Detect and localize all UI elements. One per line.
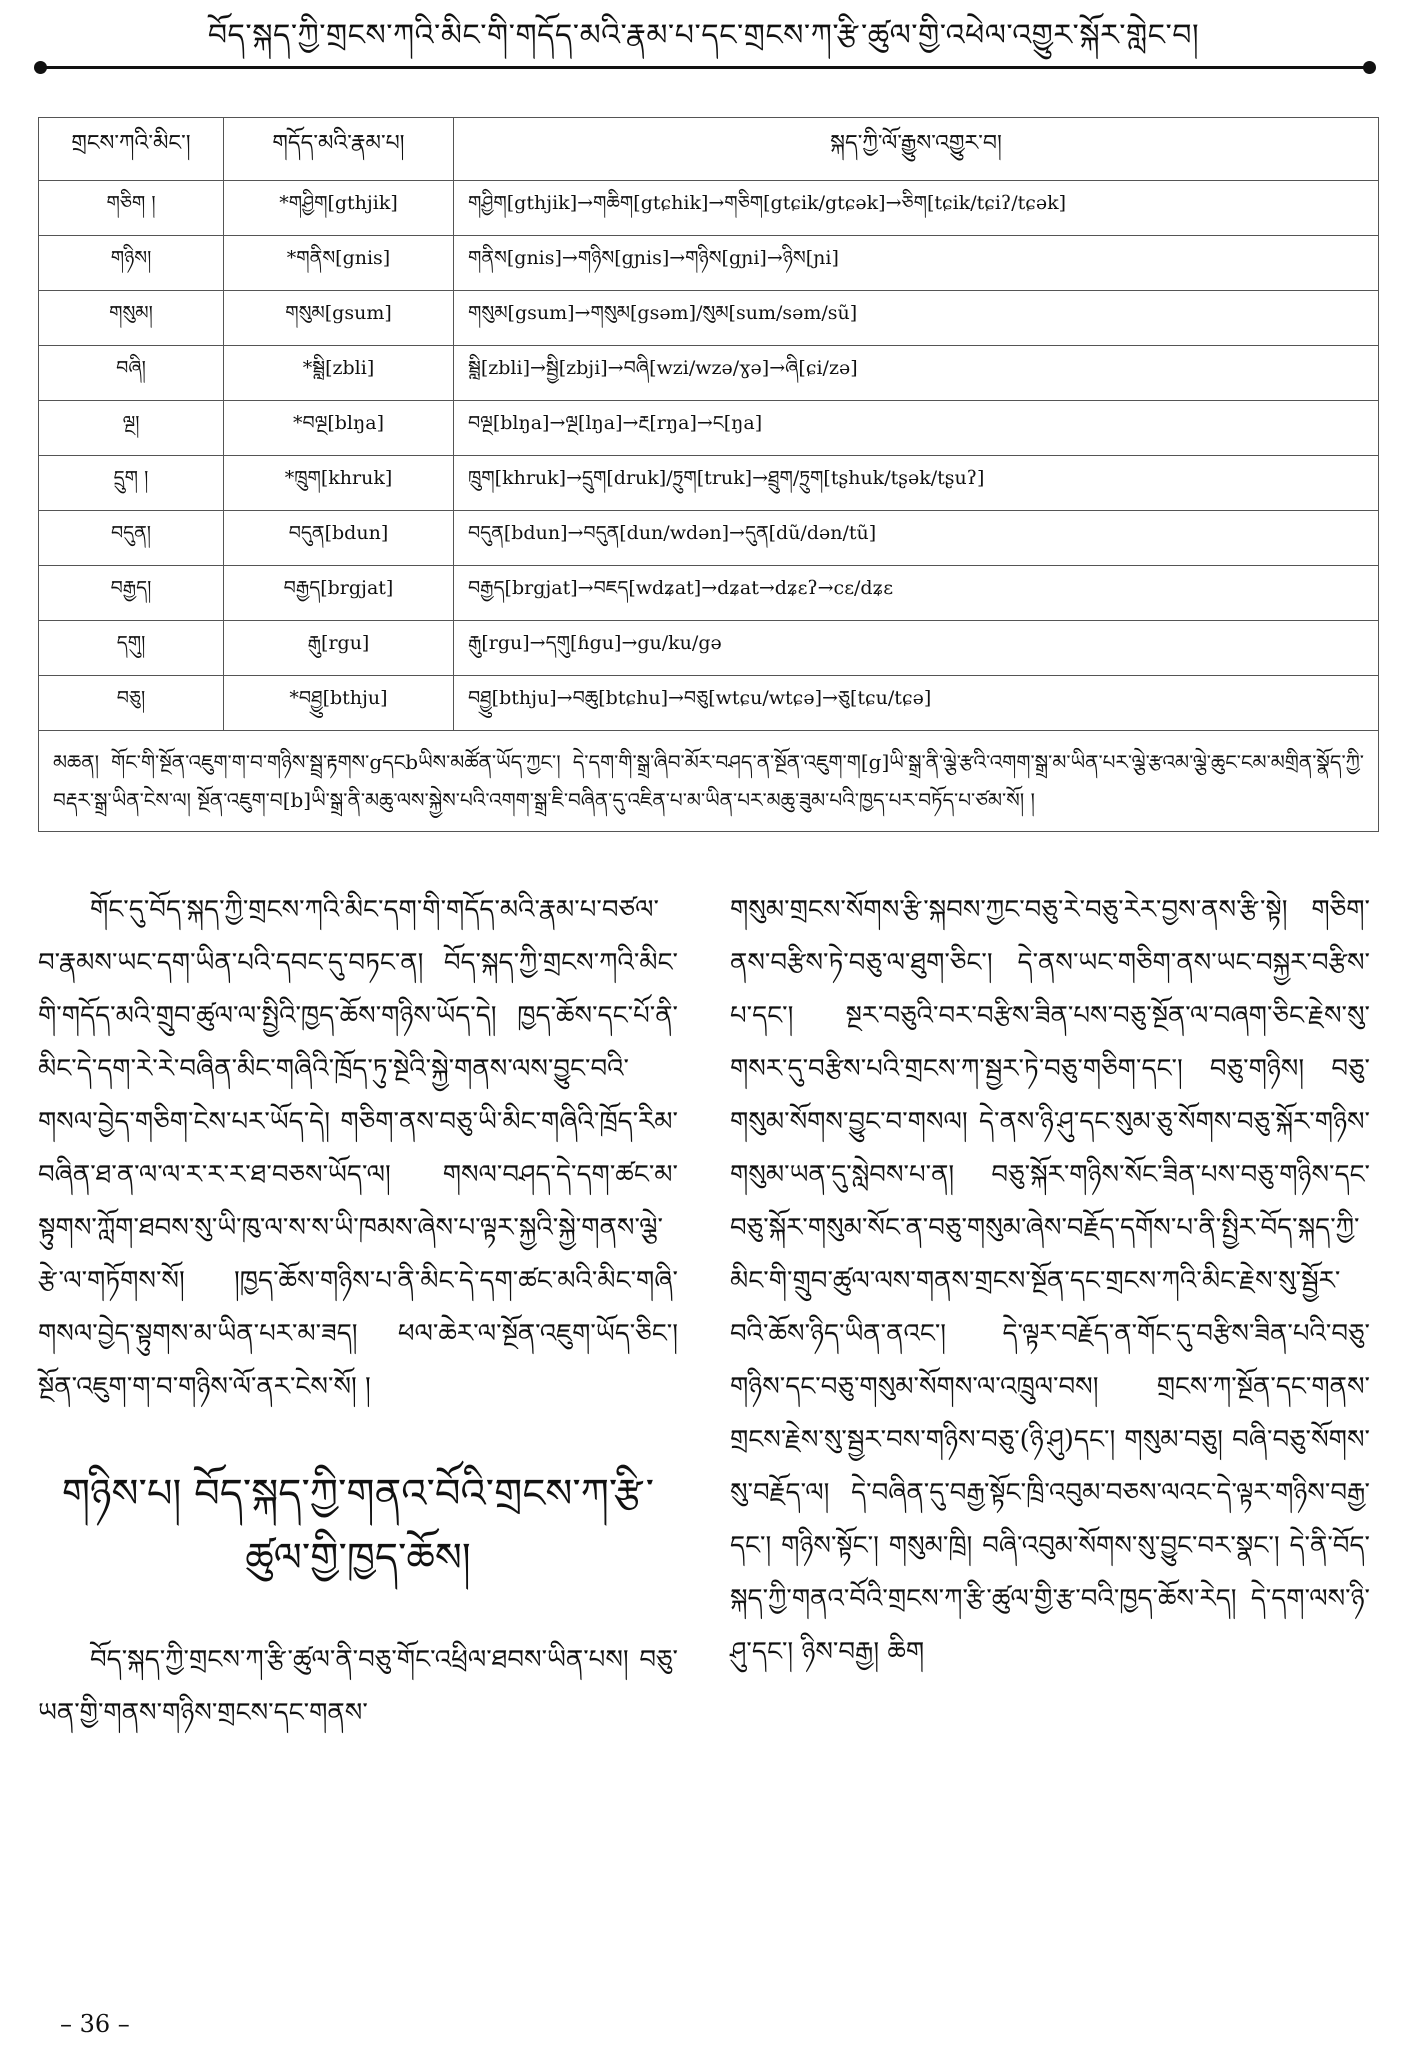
col-header-historical-change: སྐད་ཀྱི་ལོ་རྒྱུས་འགྱུར་བ། — [454, 118, 1379, 181]
table-cell: རྒུ[rgu]→དགུ[ɦgu]→gu/ku/gə — [454, 621, 1379, 676]
table-cell: བལྔ[blŋa]→ལྔ[lŋa]→རྔ[rŋa]→ང[ŋa] — [454, 401, 1379, 456]
table-cell: བཞི། — [39, 346, 224, 401]
table-row — [39, 676, 1379, 731]
body-paragraph: གསུམ་གྲངས་སོགས་རྩི་སྐབས་ཀྱང་བཅུ་རེ་བཅུ་རེར་བྱས་ནས་རྩི་སྟེ། གཅིག་ནས་བརྩིས་ཏེ་བཅུ་ལ་ཐུག་ཅིང་། དེ་ནས་ཡང་གཅིག་ནས་ཡང་བསྐྱར་བརྩིས་པ་དང་། སྔར་བཅུའི་བར་བརྩིས་ཟིན་པས་བཅུ་སྔོན་ལ་བཞག་ཅིང་རྗེས་སུ་གསར་དུ་བརྩིས་པའི་གྲངས་ཀ་སྦྱར་ཏེ་བཅུ་གཅིག་དང་། བཅུ་གཉིས། བཅུ་གསུམ་སོགས་བྱུང་བ་གསལ། དེ་ནས་ཉི་ཤུ་དང་སུམ་ཅུ་སོགས་བཅུ་སྐོར་གཉིས་གསུམ་ཡན་དུ་སླེབས་པ་ན། བཅུ་སྐོར་གཉིས་སོང་ཟིན་པས་བཅུ་གཉིས་དང་བཅུ་སྐོར་གསུམ་སོང་ན་བཅུ་གསུམ་ཞེས་བརྗོད་དགོས་པ་ནི་སྤྱིར་བོད་སྐད་ཀྱི་མིང་གི་གྲུབ་ཚུལ་ལས་གནས་གྲངས་སྔོན་དང་གྲངས་ཀའི་མིང་རྗེས་སུ་སྦྱོར་བའི་ཆོས་ཉིད་ཡིན་ནའང་། དེ་ལྟར་བརྗོད་ན་གོང་དུ་བརྩིས་ཟིན་པའི་བཅུ་གཉིས་དང་བཅུ་གསུམ་སོགས་ལ་འཁྲུལ་བས། གྲངས་ཀ་སྔོན་དང་གནས་གྲངས་རྗེས་སུ་སྦྱར་བས་གཉིས་བཅུ་(ཉི་ཤུ)དང་། གསུམ་བཅུ། བཞི་བཅུ་སོགས་སུ་བརྗོད་ལ། དེ་བཞིན་དུ་བརྒྱ་སྟོང་ཁྲི་འབུམ་བཅས་ལའང་དེ་ལྟར་གཉིས་བརྒྱ་དང་། གཉིས་སྟོང་། གསུམ་ཁྲི། བཞི་འབུམ་སོགས་སུ་བྱུང་བར་སྣང་། དེ་ནི་བོད་སྐད་ཀྱི་གནའ་བོའི་གྲངས་ཀ་རྩི་ཚུལ་གྱི་རྩ་བའི་ཁྱད་ཆོས་རེད། དེ་དག་ལས་ཉི་ཤུ་དང་། ཉིས་བརྒྱ། ཆིག — [730, 895, 1370, 1667]
numeral-table — [38, 117, 1378, 832]
table-cell: བདུན[bdun] — [224, 511, 454, 566]
table-row — [39, 346, 1379, 401]
table-cell: གསུམ། — [39, 291, 224, 346]
table-cell: གཅིག ། — [39, 181, 224, 236]
table-row — [39, 566, 1379, 621]
table-note: མཆན། གོང་གི་སྔོན་འཇུག་ག་བ་གཉིས་སྦྲ་རྟགས་gདངbཡིས་མཚོན་ཡོད་ཀྱང་། དེ་དག་གི་སྒྲ་ཞིབ་མོར་བཤད་ན་སྔོན་འཇུག་ག[g]ཡི་སྒྲ་ནི་ལྕེ་རྩའི་འགག་སྒྲ་མ་ཡིན་པར་ལྕེ་རྩའམ་ལྕེ་ཆུང་ངམ་མགྲིན་སྣོད་ཀྱི་བརྡར་སྒྲ་ཡིན་ངེས་ལ། སྔོན་འཇུག་བ[b]ཡི་སྒྲ་ནི་མཆུ་ལས་སྐྱེས་པའི་འགག་སྒྲ་ཇི་བཞིན་དུ་འཇིན་པ་མ་ཡིན་པར་མཆུ་ཟུམ་པའི་ཁྱད་པར་བཏོད་པ་ཙམ་སོ། ། — [39, 731, 1379, 832]
page-number: – 36 – — [60, 2010, 130, 2038]
table-row — [39, 401, 1379, 456]
table-cell: གསུམ[gsum]→གསུམ[gsəm]/སུམ[sum/səm/sũ] — [454, 291, 1379, 346]
left-column — [38, 884, 678, 1740]
table-cell: གནིས[gnis]→གཉིས[gɲis]→གཉིས[gɲi]→ཉིས[ɲi] — [454, 236, 1379, 291]
table-row — [39, 511, 1379, 566]
table-cell: བརྒྱད[brgjat]→བཇད[wdʑat]→dʑat→dʑɛʔ→cɛ/dʑɛ — [454, 566, 1379, 621]
table-note-row — [39, 731, 1379, 832]
table-cell: བདུན[bdun]→བདུན[dun/wdən]→དུན[dũ/dən/tũ] — [454, 511, 1379, 566]
table-cell: ཁྲུག[khruk]→དྲུག[druk]/ཏྲུག[truk]→ཐྲུག/ཏྲུག[tʂhuk/tʂək/tʂuʔ] — [454, 456, 1379, 511]
table-cell: *ཁྲུག[khruk] — [224, 456, 454, 511]
table-row — [39, 621, 1379, 676]
table-cell: རྒུ[rgu] — [224, 621, 454, 676]
table-cell: གསུམ[gsum] — [224, 291, 454, 346]
table-cell: ལྔ། — [39, 401, 224, 456]
table-cell: *གནིས[gnis] — [224, 236, 454, 291]
table-row — [39, 456, 1379, 511]
col-header-numeral: གྲངས་ཀའི་མིང་། — [39, 118, 224, 181]
table-row — [39, 291, 1379, 346]
table-cell: བརྒྱད[brgjat] — [224, 566, 454, 621]
table-header-row — [39, 118, 1379, 181]
table-cell: དྲུག ། — [39, 456, 224, 511]
table-cell: *བཐྱུ[bthju] — [224, 676, 454, 731]
table-cell: བཐྱུ[bthju]→བཆུ[btɕhu]→བཅུ[wtɕu/wtɕə]→ཅུ[tɕu/tɕə] — [454, 676, 1379, 731]
body-paragraph: བོད་སྐད་ཀྱི་གྲངས་ཀ་རྩི་ཚུལ་ནི་བཅུ་གོང་འཕྲིལ་ཐབས་ཡིན་པས། བཅུ་ཡན་གྱི་གནས་གཉིས་གྲངས་དང་གནས་ — [38, 1645, 678, 1728]
table-cell: དགུ། — [39, 621, 224, 676]
table-cell: གཤྱིག[gthjik]→གཆིག[gtɕhik]→གཅིག[gtɕik/gtɕək]→ཅིག[tɕik/tɕiʔ/tɕək] — [454, 181, 1379, 236]
table-cell: གཉིས། — [39, 236, 224, 291]
running-header: བོད་སྐད་ཀྱི་གྲངས་ཀའི་མིང་གི་གདོད་མའི་རྣམ་པ་དང་གྲངས་ཀ་རྩི་ཚུལ་གྱི་འཕེལ་འགྱུར་སྐོར་གླེང་བ། — [207, 18, 1200, 53]
right-column — [730, 884, 1370, 1679]
header-rule — [40, 66, 1370, 69]
table-cell: *བལྔ[blŋa] — [224, 401, 454, 456]
table-cell: *སྦླི[zbli] — [224, 346, 454, 401]
section-heading: གཉིས་པ། བོད་སྐད་ཀྱི་གནའ་བོའི་གྲངས་ཀ་རྩི་ཚུལ་གྱི་ཁྱད་ཆོས། — [61, 1471, 655, 1581]
rule-dot-left — [34, 61, 47, 74]
table-cell: བདུན། — [39, 511, 224, 566]
body-paragraph: གོང་དུ་བོད་སྐད་ཀྱི་གྲངས་ཀའི་མིང་དག་གི་གདོད་མའི་རྣམ་པ་བཙལ་བ་རྣམས་ཡང་དག་ཡིན་པའི་དབང་དུ་བཏང་ན། བོད་སྐད་ཀྱི་གྲངས་ཀའི་མིང་གི་གདོད་མའི་གྲུབ་ཚུལ་ལ་སྤྱིའི་ཁྱད་ཆོས་གཉིས་ཡོད་དེ། ཁྱད་ཆོས་དང་པོ་ནི་མིང་དེ་དག་རེ་རེ་བཞིན་མིང་གཞིའི་ཁྲོད་ཏུ་སྔེའི་སྐྱེ་གནས་ལས་བྱུང་བའི་གསལ་བྱེད་གཅིག་ངེས་པར་ཡོད་དེ། གཅིག་ནས་བཅུ་ཡི་མིང་གཞིའི་ཁྲོད་རིམ་བཞིན་ཐ་ན་ལ་ལ་ར་ར་ར་ཐ་བཅས་ཡོད་ལ། གསལ་བཤད་དེ་དག་ཚང་མ་སྟུགས་ཀློག་ཐབས་སུ་ཡི་ཁུ་ལ་ས་ས་ཡི་ཁམས་ཞེས་པ་ལྟར་སྐྱའི་སྐྱེ་གནས་ལྕེ་རྩེ་ལ་གཏོགས་སོ། །ཁྱད་ཆོས་གཉིས་པ་ནི་མིང་དེ་དག་ཚང་མའི་མིང་གཞི་གསལ་བྱེད་སྟུགས་མ་ཡིན་པར་མ་ཟད། ཕལ་ཆེར་ལ་སྔོན་འཇུག་ཡོད་ཅིང་། སྔོན་འཇུག་ག་བ་གཉིས་ལོ་ནར་ངེས་སོ། ། — [38, 895, 678, 1402]
table-cell: *གཤྱིག[gthjik] — [224, 181, 454, 236]
table-row — [39, 181, 1379, 236]
table-row — [39, 236, 1379, 291]
table-cell: སྦླི[zbli]→སྦྱི[zbji]→བཞི[wzi/wzə/ɣə]→ཞི[ɕi/zə] — [454, 346, 1379, 401]
rule-dot-right — [1363, 61, 1376, 74]
col-header-original-form: གདོད་མའི་རྣམ་པ། — [224, 118, 454, 181]
table-cell: བརྒྱད། — [39, 566, 224, 621]
table-cell: བཅུ། — [39, 676, 224, 731]
